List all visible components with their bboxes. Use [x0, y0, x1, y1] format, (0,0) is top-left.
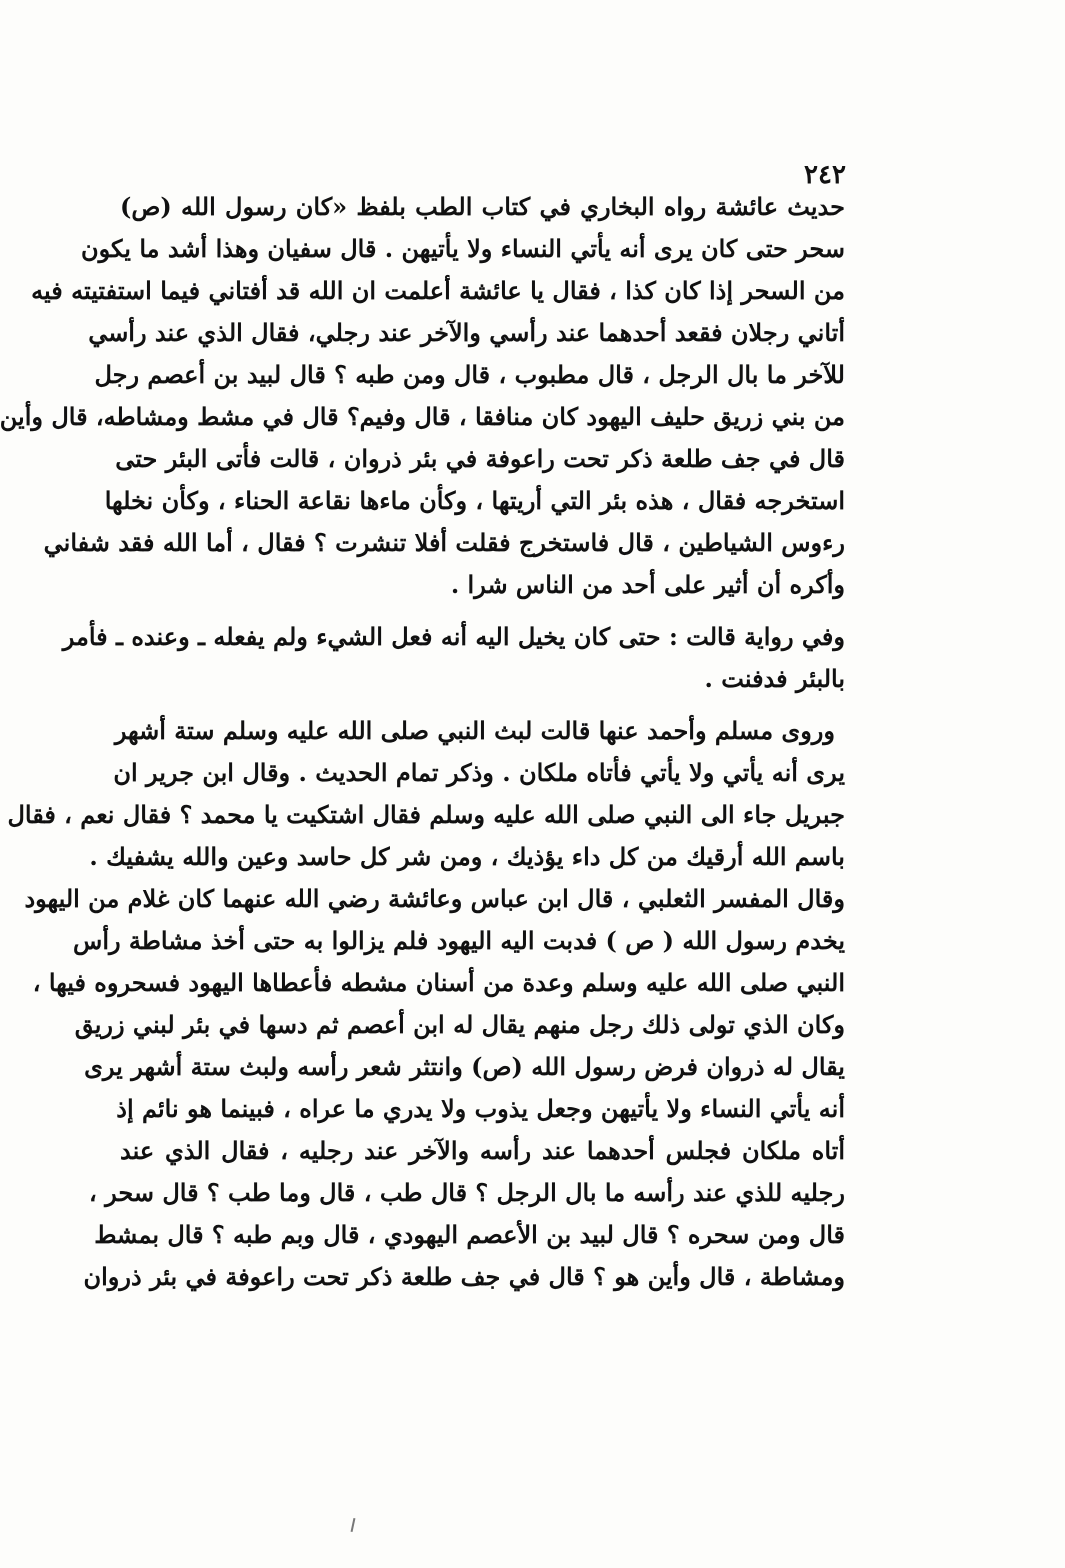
body-text: [0, 186, 845, 1298]
text-line: يرى أنه يأتي ولا يأتي فأتاه ملكان . وذكر تمام الحديث . وقال ابن جرير ان: [113, 758, 845, 787]
text-line: من السحر إذا كان كذا ، فقال يا عائشة أعلمت ان الله قد أفتاني فيما استفتيته فيه: [31, 276, 845, 305]
text-line: سحر حتى كان يرى أنه يأتي النساء ولا يأتيهن . قال سفيان وهذا أشد ما يكون: [81, 234, 845, 263]
text-line: أنه يأتي النساء ولا يأتيهن وجعل يذوب ولا يدري ما عراه ، فبينما هو نائم إذ: [116, 1094, 845, 1123]
text-line: استخرجه فقال ، هذه بئر التي أريتها ، وكأن ماءها نقاعة الحناء ، وكأن نخلها: [104, 486, 845, 515]
scan-speck: [351, 1518, 356, 1532]
text-line: وفي رواية قالت : حتى كان يخيل اليه أنه فعل الشيء ولم يفعله ـ وعنده ـ فأمر: [62, 622, 845, 651]
page-number: ٢٤٢: [804, 160, 846, 190]
text-line: قال في جف طلعة ذكر تحت راعوفة في بئر ذروان ، قالت فأتى البئر حتى: [115, 444, 845, 473]
text-line: جبريل جاء الى النبي صلى الله عليه وسلم فقال اشتكيت يا محمد ؟ فقال نعم ، فقال: [7, 800, 845, 829]
text-line: النبي صلى الله عليه وسلم وعدة من أسنان مشطه فأعطاها اليهود فسحروه فيها ،: [32, 968, 845, 997]
text-line: ومشاطة ، قال وأين هو ؟ قال في جف طلعة ذكر تحت راعوفة في بئر ذروان: [83, 1262, 845, 1291]
text-line: رجليه للذي عند رأسه ما بال الرجل ؟ قال طب ، قال وما طب ؟ قال سحر ،: [89, 1178, 845, 1207]
text-line: أتاني رجلان فقعد أحدهما عند رأسي والآخر عند رجلي، فقال الذي عند رأسي: [88, 318, 845, 347]
text-line: أتاه ملكان فجلس أحدهما عند رأسه والآخر عند رجليه ، فقال الذي عند: [120, 1136, 845, 1165]
text-line: قال ومن سحره ؟ قال لبيد بن الأعصم اليهودي ، قال وبم طبه ؟ قال بمشط: [94, 1220, 845, 1249]
text-line: وكان الذي تولى ذلك رجل منهم يقال له ابن أعصم ثم دسها في بئر لبني زريق: [74, 1010, 845, 1039]
text-line: وروى مسلم وأحمد عنها قالت لبث النبي صلى الله عليه وسلم ستة أشهر: [114, 716, 835, 745]
text-line: وقال المفسر الثعلبي ، قال ابن عباس وعائشة رضي الله عنهما كان غلام من اليهود: [24, 884, 845, 913]
text-line: وأكره أن أثير على أحد من الناس شرا .: [450, 570, 845, 599]
text-line: حديث عائشة رواه البخاري في كتاب الطب بلفظ «كان رسول الله (ص): [120, 192, 845, 221]
text-line: من بني زريق حليف اليهود كان منافقا ، قال وفيم؟ قال في مشط ومشاطه، قال وأين: [0, 402, 845, 431]
text-line: بالبئر فدفنت .: [704, 664, 845, 693]
text-line: باسم الله أرقيك من كل داء يؤذيك ، ومن شر كل حاسد وعين والله يشفيك .: [89, 842, 845, 871]
text-line: يخدم رسول الله ( ص ) فدبت اليه اليهود فلم يزالوا به حتى أخذ مشاطة رأس: [73, 926, 845, 955]
text-line: للآخر ما بال الرجل ، قال مطبوب ، قال ومن طبه ؟ قال لبيد بن أعصم رجل: [94, 360, 845, 389]
text-line: يقال له ذروان فرض رسول الله (ص) وانتثر شعر رأسه ولبث ستة أشهر يرى: [84, 1052, 845, 1081]
text-line: رءوس الشياطين ، قال فاستخرج فقلت أفلا تنشرت ؟ فقال ، أما الله فقد شفاني: [43, 528, 845, 557]
